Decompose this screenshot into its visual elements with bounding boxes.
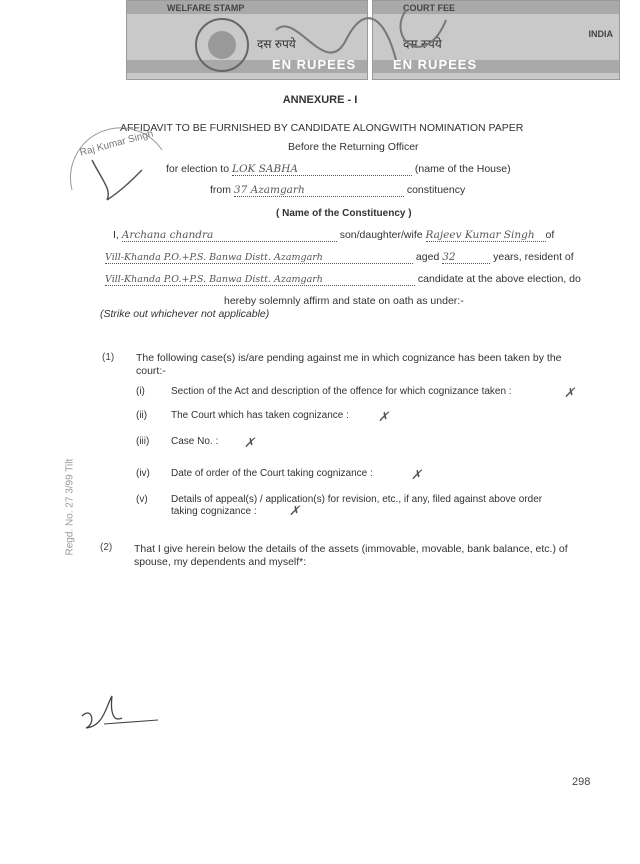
house-value: LOK SABHA <box>232 163 412 176</box>
aged-label: aged <box>415 251 440 263</box>
constituency-line <box>210 184 465 197</box>
constituency-suffix: constituency <box>406 184 466 196</box>
affidavit-title: AFFIDAVIT TO BE FURNISHED BY CANDIDATE ALONGWITH NOMINATION PAPER <box>120 122 524 134</box>
annexure-heading: ANNEXURE - I <box>282 94 358 106</box>
list-item <box>136 468 422 483</box>
list-item <box>136 410 389 425</box>
item-text: The Court which has taken cognizance : <box>171 410 349 421</box>
vertical-stamp-text: Regd. No. 27 3/99 Tilt <box>64 458 76 556</box>
relation-name: Rajeev Kumar Singh <box>426 229 546 242</box>
cross-mark: ✗ <box>564 386 575 401</box>
item-text: Details of appeal(s) / application(s) for revision, etc., if any, filed against above order <box>171 494 543 505</box>
stamp-bottom-text: EN RUPEES <box>393 57 478 72</box>
cross-mark: ✗ <box>378 410 389 425</box>
age-value: 32 <box>442 251 490 264</box>
list-item <box>136 386 575 401</box>
before-officer: Before the Returning Officer <box>288 141 419 153</box>
constituency-caption: ( Name of the Constituency ) <box>276 208 412 219</box>
stamp-side-text: INDIA <box>588 29 613 39</box>
name-line <box>113 229 554 242</box>
for-election-label: for election to <box>166 163 230 175</box>
affirm-text: hereby solemnly affirm and state on oath as under:- <box>224 295 464 307</box>
years-label: years, resident of <box>493 251 574 263</box>
signature-icon <box>74 686 174 736</box>
stamp-bottom-text: EN RUPEES <box>272 57 357 72</box>
candidate-text: candidate at the above election, do <box>417 273 581 285</box>
strike-note: (Strike out whichever not applicable) <box>100 308 270 320</box>
item-number: (iv) <box>136 468 150 479</box>
section-1-number: (1) <box>102 352 115 363</box>
list-item <box>136 494 543 519</box>
stamp-top-text: WELFARE STAMP <box>167 3 245 13</box>
item-text-2: taking cognizance : <box>171 506 257 517</box>
page-number: 298 <box>572 776 591 788</box>
section-1-intro: The following case(s) is/are pending against me in which cognizance has been taken by the <box>136 352 562 364</box>
candidate-name: Archana chandra <box>122 229 337 242</box>
signature-scribble-icon <box>236 0 456 90</box>
stamp-deva-text: दस रुपये <box>403 37 442 51</box>
stamp-top-text: COURT FEE <box>403 3 456 13</box>
cross-mark: ✗ <box>244 436 255 451</box>
item-number: (i) <box>136 386 145 397</box>
address-line-1 <box>105 251 574 264</box>
cross-mark: ✗ <box>411 468 422 483</box>
list-item <box>136 436 255 451</box>
item-text: Section of the Act and description of the offence for which cognizance taken : <box>171 386 512 397</box>
address-value-1: Vill-Khanda P.O.+P.S. Banwa Distt. Azamgarh <box>105 252 413 264</box>
stamp-deva-text: दस रुपये <box>257 37 296 51</box>
round-seal-icon <box>62 120 172 210</box>
election-line <box>166 163 511 176</box>
relation-label: son/daughter/wife <box>339 229 423 241</box>
item-text: Case No. : <box>171 436 219 447</box>
section-2-number: (2) <box>100 542 113 553</box>
cross-mark: ✗ <box>289 504 300 519</box>
address-value-2: Vill-Khanda P.O.+P.S. Banwa Distt. Azamgarh <box>105 274 415 286</box>
section-2-text-2: spouse, my dependents and myself*: <box>134 556 307 568</box>
relation-suffix: of <box>545 229 555 241</box>
house-suffix: (name of the House) <box>414 163 511 175</box>
address-line-2 <box>105 273 581 286</box>
item-text: Date of order of the Court taking cognizance : <box>171 468 373 479</box>
from-label: from <box>210 184 231 196</box>
svg-text:Raj Kumar Singh: Raj Kumar Singh <box>78 128 155 159</box>
name-prefix: I, <box>113 229 119 241</box>
item-number: (iii) <box>136 436 150 447</box>
constituency-value: 37 Azamgarh <box>234 184 404 197</box>
section-1-intro-2: court:- <box>136 365 166 377</box>
item-number: (v) <box>136 494 148 505</box>
section-2-text: That I give herein below the details of the assets (immovable, movable, bank balance, etc.) of <box>134 543 568 555</box>
item-number: (ii) <box>136 410 148 421</box>
vertical-stamp <box>55 350 85 560</box>
court-fee-stamps <box>126 0 618 80</box>
